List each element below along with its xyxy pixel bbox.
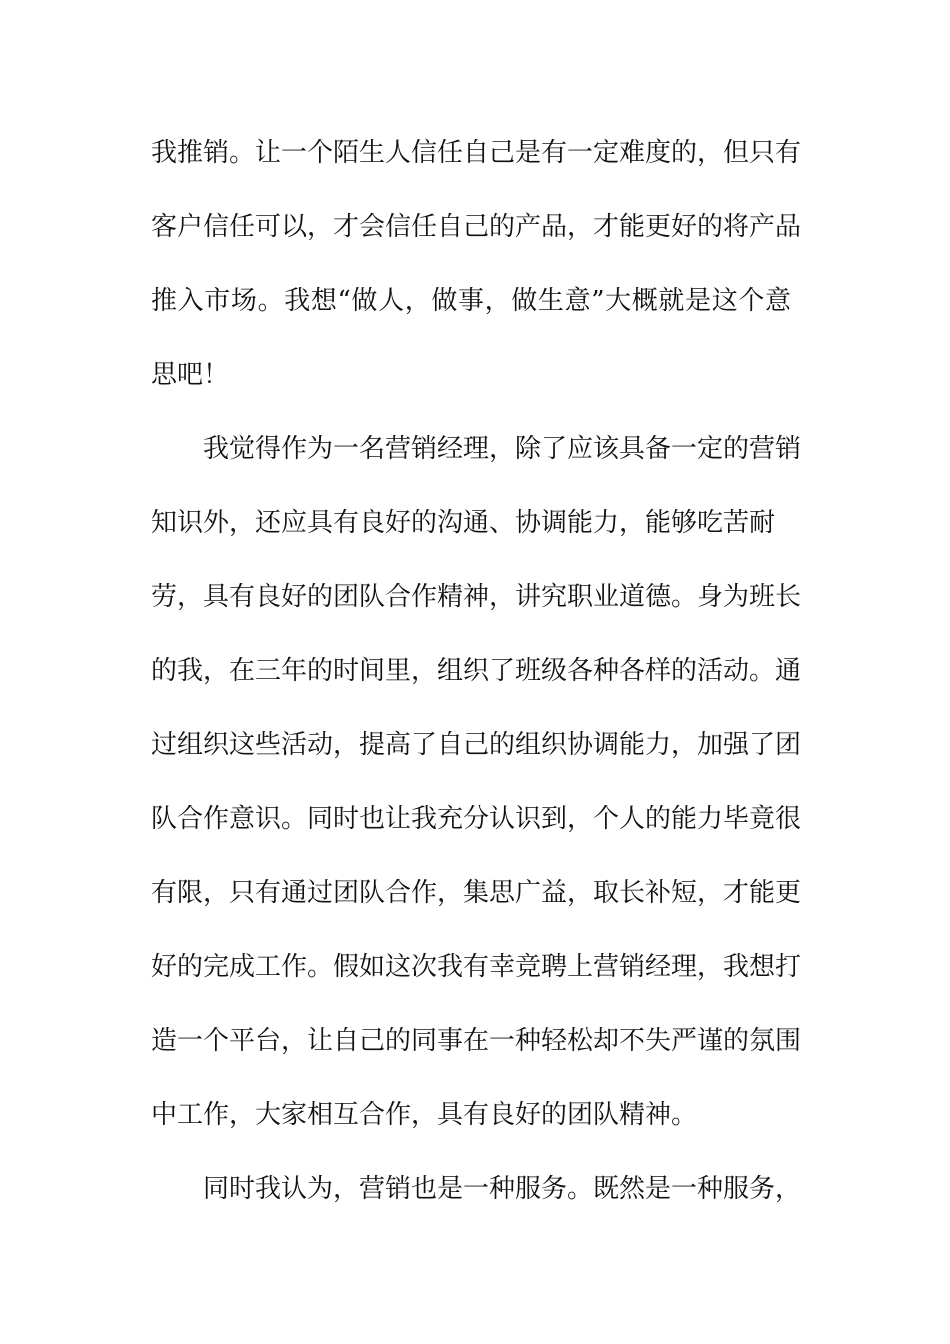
paragraph-line: 过组织这些活动，提高了自己的组织协调能力，加强了团	[151, 730, 802, 760]
paragraph-line: 客户信任可以，才会信任自己的产品，才能更好的将产品	[151, 212, 802, 242]
paragraph-line: 队合作意识。同时也让我充分认识到，个人的能力毕竟很	[151, 804, 802, 834]
paragraph-line: 推入市场。我想“做人，做事，做生意”大概就是这个意	[151, 286, 791, 316]
paragraph-line: 同时我认为，营销也是一种服务。既然是一种服务，	[203, 1174, 802, 1204]
paragraph-line: 我觉得作为一名营销经理，除了应该具备一定的营销	[203, 434, 802, 464]
paragraph-line: 有限，只有通过团队合作，集思广益，取长补短，才能更	[151, 878, 802, 908]
paragraph-line: 劳，具有良好的团队合作精神，讲究职业道德。身为班长	[151, 582, 802, 612]
paragraph-line: 中工作，大家相互合作，具有良好的团队精神。	[151, 1100, 698, 1130]
paragraph-line: 的我，在三年的时间里，组织了班级各种各样的活动。通	[151, 656, 802, 686]
paragraph-line: 我推销。让一个陌生人信任自己是有一定难度的，但只有	[151, 138, 802, 168]
paragraph-line: 好的完成工作。假如这次我有幸竞聘上营销经理，我想打	[151, 952, 802, 982]
paragraph-line: 造一个平台，让自己的同事在一种轻松却不失严谨的氛围	[151, 1026, 802, 1056]
paragraph-line: 思吧！	[151, 360, 230, 390]
paragraph-line: 知识外，还应具有良好的沟通、协调能力，能够吃苦耐	[151, 508, 776, 538]
